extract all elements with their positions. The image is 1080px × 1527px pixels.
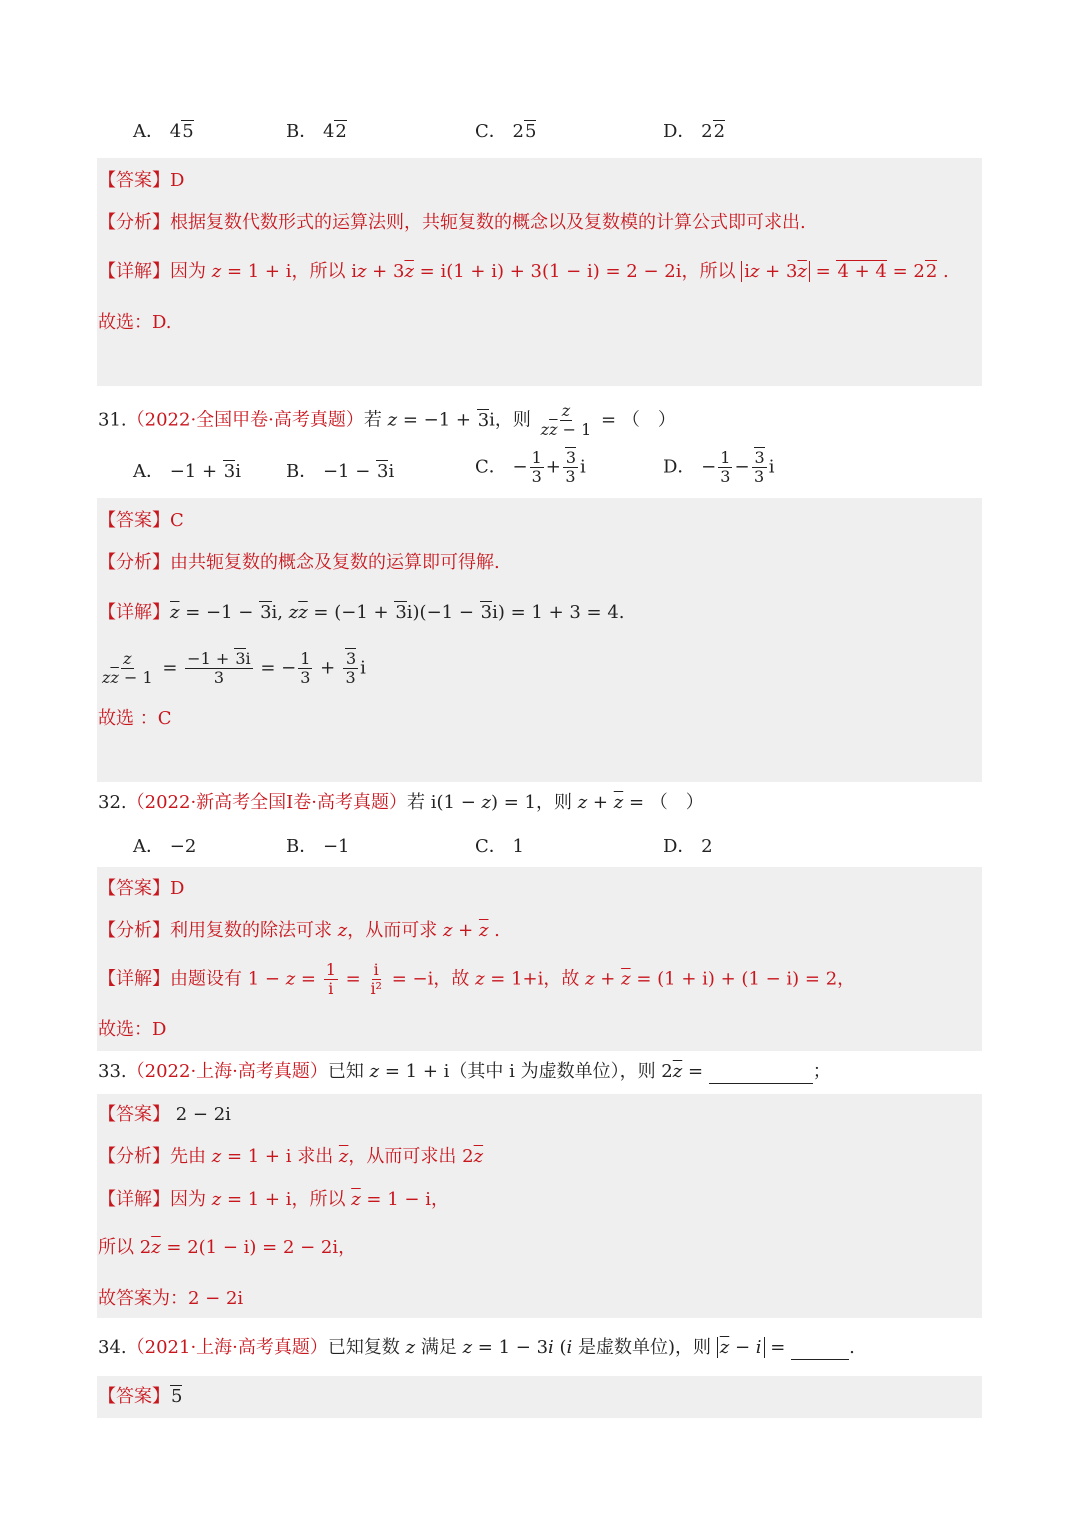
q30-option-c: C． 25 — [475, 121, 537, 142]
q34-answer-box — [97, 1376, 982, 1418]
q31-stem: 31.（2022·全国甲卷·高考真题）若 z = −1 + 3i，则 $\frac{z}{z\overline{z} - 1}$ = （ ） — [98, 401, 676, 439]
q32-option-a: A． −2 — [133, 836, 197, 857]
q33-answer: 【答案】 2 − 2i — [98, 1104, 231, 1125]
q30-option-b: B． 42 — [286, 121, 347, 142]
q32-option-d: D． 2 — [663, 836, 713, 857]
q31-analysis: 【分析】由共轭复数的概念及复数的运算即可得解. — [98, 552, 500, 573]
q33-analysis: 【分析】先由 z = 1 + i 求出 $\overline{z}$，从而可求出 $2\overline{z}$ — [98, 1146, 484, 1167]
q34-stem: 34.（2021·上海·高考真题）已知复数 z 满足 z = 1 − 3i (i 是虚数单位)，则 $\overline{z} - i$ = . — [98, 1337, 855, 1358]
q30-analysis: 【分析】根据复数代数形式的运算法则，共轭复数的概念以及复数模的计算公式即可求出. — [98, 212, 806, 233]
q30-answer: 【答案】D — [98, 170, 185, 191]
q30-choose: 故选：D. — [98, 312, 172, 333]
q32-answer-box — [97, 867, 982, 1051]
q33-stem: 33.（2022·上海·高考真题）已知 z = 1 + i（其中 i 为虚数单位），则 $2\overline{z}$ = ； — [98, 1061, 831, 1082]
q32-choose: 故选：D — [98, 1019, 167, 1040]
q32-detail: 【详解】由题设有 1 − z = $\frac{1}{i}$ = $\frac{i}{\text{i²}}$ = −i，故 z = 1+i，故 $z + \overline{z} = (1 + i) + (1 - i) = 2$， — [98, 960, 856, 998]
q34-answer: 【答案】5 — [98, 1386, 183, 1407]
q33-final: 故答案为：2 − 2i — [98, 1288, 244, 1309]
q30-option-a: A． 45 — [133, 121, 194, 142]
q33-detail: 【详解】因为 z = 1 + i，所以 $\overline{z} = 1 - i$， — [98, 1189, 449, 1210]
q31-option-d: D． − $\frac{1}{3}$ − $\frac{3}{3}$ i — [663, 448, 775, 486]
q31-answer-box — [97, 498, 982, 782]
q31-option-b: B． −1 − 3i — [286, 461, 395, 482]
q32-option-c: C． 1 — [475, 836, 524, 857]
q32-option-b: B． −1 — [286, 836, 350, 857]
q31-answer: 【答案】C — [98, 510, 184, 531]
q32-analysis: 【分析】利用复数的除法可求 z，从而可求 $z + \overline{z}$ . — [98, 920, 500, 941]
q30-option-d: D． 22 — [663, 121, 726, 142]
q31-option-c: C． − $\frac{1}{3}$ + $\frac{3}{3}$ i — [475, 448, 586, 486]
q31-detail-2: $\frac{z}{z\overline{z} - 1}$ = $\frac{-1 + 3i}{3}$ = − $\frac{1}{3}$ + $\frac{3}{3}$ i — [102, 649, 366, 687]
q31-option-a: A． −1 + 3i — [133, 461, 241, 482]
q31-choose: 故选 ：C — [98, 708, 172, 729]
q32-answer: 【答案】D — [98, 878, 185, 899]
q30-detail: 【详解】因为 z = 1 + i，所以 iz + $3\overline{z} = i(1 + i) + 3(1 - i) = 2 - 2i$，所以 iz + $3\overline{z} = 4 + 4 = 22$ . — [98, 261, 949, 282]
q33-detail-2: 所以 $2\overline{z} = 2(1 - i) = 2 - 2i$， — [98, 1237, 357, 1258]
q32-stem: 32.（2022·新高考全国Ⅰ卷·高考真题）若 i(1 − z) = 1，则 $z + \overline{z}$ = （ ） — [98, 792, 704, 813]
q31-detail: 【详解】$\overline{z} = -1 - 3i$, $z\overline{z} = (-1 + 3i)(-1 - 3i) = 1 + 3 = 4$. — [98, 602, 625, 623]
